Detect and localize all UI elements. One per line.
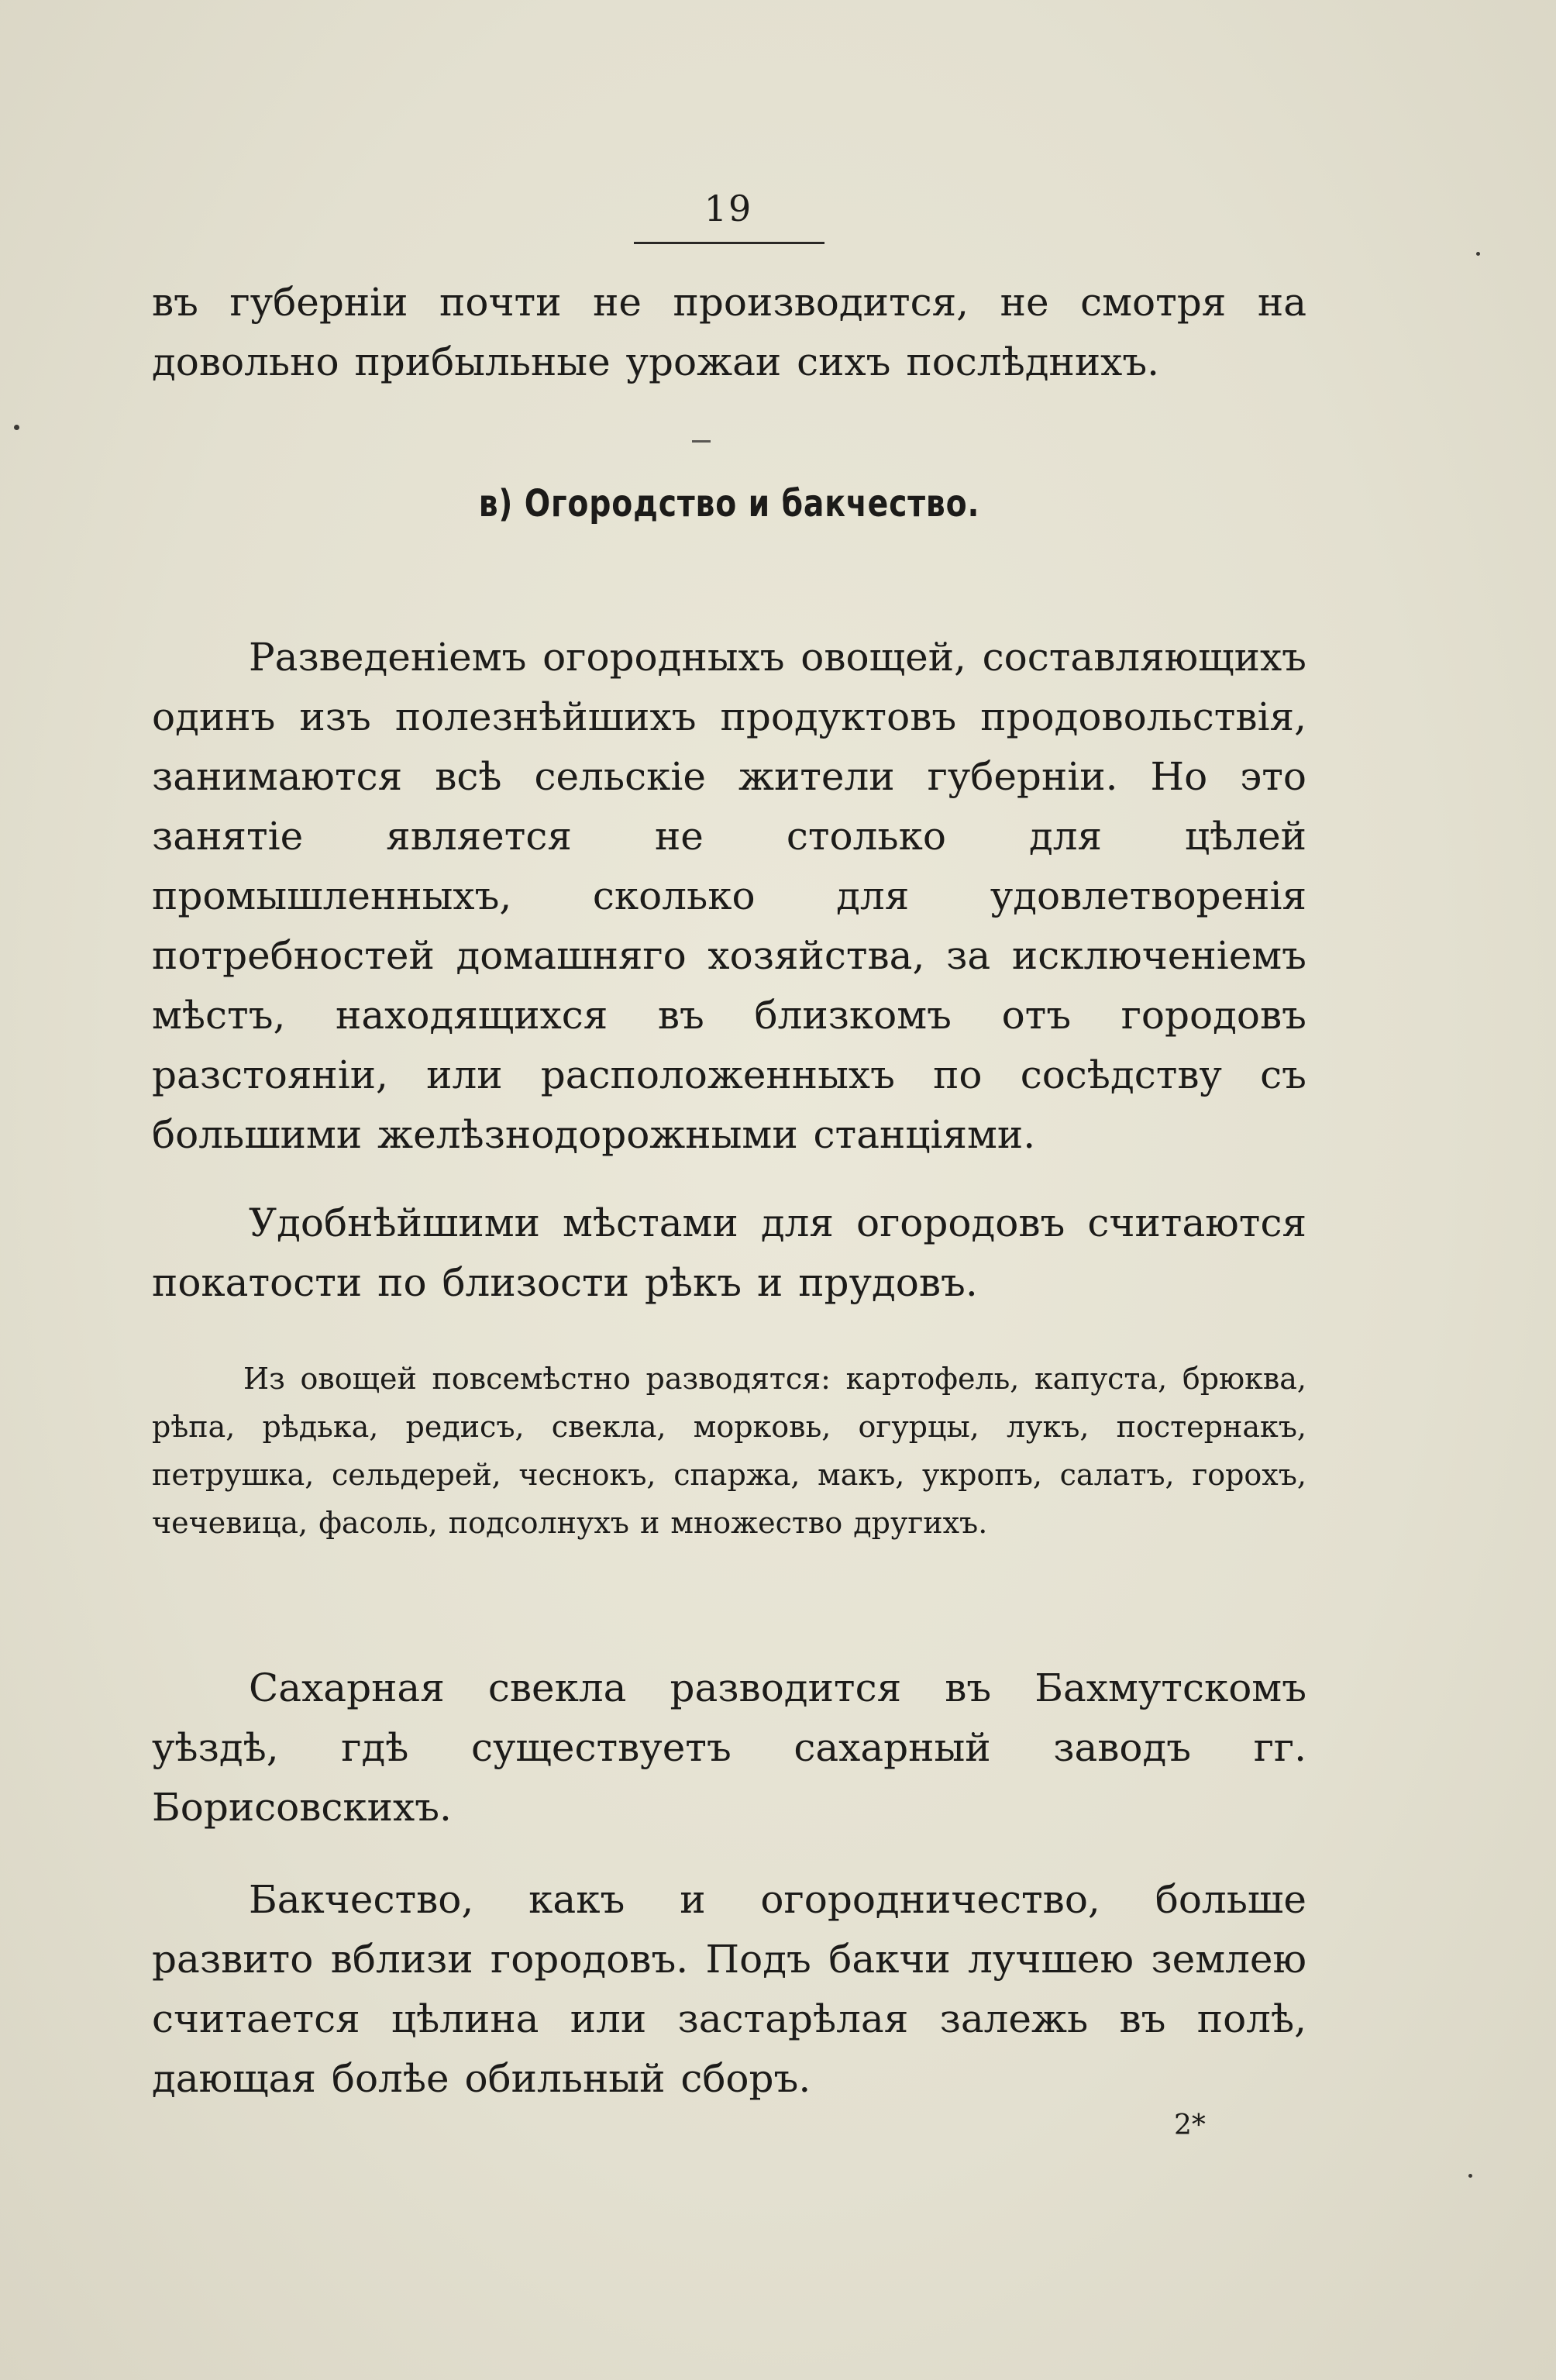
paper-speck (1476, 252, 1480, 256)
paragraph-melon-growing: Бакчество, какъ и огородничество, больше развито вблизи городовъ. Подъ бакчи лучшею землею считается цѣлина или застарѣлая залежь въ полѣ, дающая болѣе обильный сборъ. (152, 1877, 1306, 2101)
signature-mark: 2* (1174, 2110, 1206, 2141)
paragraph-vegetable-growing: Разведеніемъ огородныхъ овощей, составляющихъ одинъ изъ полезнѣйшихъ продуктовъ продовольствія, занимаются всѣ сельскіе жители губерніи. Но это занятіе является не столько для цѣлей промышленныхъ, сколько для удовлетворенія потребностей домашняго хозяйства, за исключеніемъ мѣстъ, находящихся въ близкомъ отъ городовъ разстояніи, или расположенныхъ по сосѣдству съ большими желѣзнодорожными станціями. (152, 635, 1306, 1157)
paragraph-sugar-beet: Сахарная свекла разводится въ Бахмутскомъ уѣздѣ, гдѣ существуетъ сахарный заводъ гг. Борисовскихъ. (152, 1665, 1306, 1830)
paper-speck (1468, 2174, 1472, 2178)
page-number: 19 (704, 188, 753, 229)
paper-speck (14, 425, 19, 430)
page-number-rule (634, 242, 824, 244)
intro-paragraph: въ губерніи почти не производится, не смотря на довольно прибыльные урожаи сихъ послѣднихъ. (152, 280, 1306, 384)
paragraph-best-places: Удобнѣйшими мѣстами для огородовъ считаются покатости по близости рѣкъ и прудовъ. (152, 1200, 1306, 1305)
paragraph-vegetable-list: Из овощей повсемѣстно разводятся: картофель, капуста, брюква, рѣпа, рѣдька, редисъ, свекла, морковь, огурцы, лукъ, постернакъ, петрушка, сельдерей, чеснокъ, спаржа, макъ, укропъ, салатъ, горохъ, чечевица, фасоль, подсолнухъ и множество другихъ. (152, 1362, 1306, 1540)
separator-dash (692, 440, 711, 443)
section-heading: в) Огородство и бакчество. (478, 482, 980, 525)
